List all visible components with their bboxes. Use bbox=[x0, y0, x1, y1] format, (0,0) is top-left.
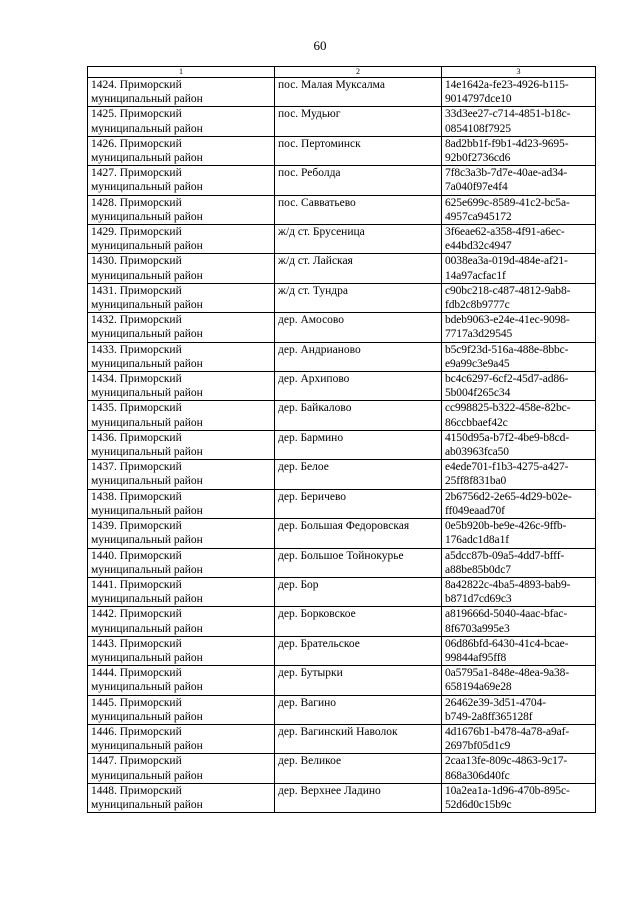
guid-line-1: 2b6756d2-2e65-4d29-b02e- bbox=[445, 490, 572, 503]
district-cell bbox=[88, 607, 275, 636]
district-number-line: 1445. Приморский bbox=[91, 696, 182, 709]
guid-line-2: ff049eaad70f bbox=[445, 504, 505, 517]
district-name-line: муниципальный район bbox=[91, 534, 203, 547]
district-number-line: 1433. Приморский bbox=[91, 343, 182, 356]
district-number-line: 1431. Приморский bbox=[91, 284, 182, 297]
guid-cell bbox=[442, 254, 596, 283]
settlement-cell bbox=[275, 666, 442, 695]
district-name-line: муниципальный район bbox=[91, 475, 203, 488]
district-name-line: муниципальный район bbox=[91, 416, 203, 429]
district-name-line: муниципальный район bbox=[91, 122, 203, 135]
guid-cell bbox=[442, 136, 596, 165]
district-cell bbox=[88, 107, 275, 136]
settlement-cell bbox=[275, 430, 442, 459]
guid-cell bbox=[442, 372, 596, 401]
district-number-line: 1428. Приморский bbox=[91, 196, 182, 209]
guid-line-2: 0854108f7925 bbox=[445, 122, 511, 135]
guid-line-1: 0038ea3a-019d-484e-af21- bbox=[445, 255, 568, 268]
settlement-cell bbox=[275, 254, 442, 283]
district-number-line: 1430. Приморский bbox=[91, 255, 182, 268]
settlement-name: дер. Беричево bbox=[278, 490, 347, 503]
guid-line-2: 4957ca945172 bbox=[445, 210, 512, 223]
guid-cell bbox=[442, 666, 596, 695]
settlement-cell bbox=[275, 783, 442, 812]
district-name-line: муниципальный район bbox=[91, 446, 203, 459]
guid-line-2: 658194a69e28 bbox=[445, 681, 512, 694]
guid-cell bbox=[442, 313, 596, 342]
district-cell bbox=[88, 313, 275, 342]
settlement-name: дер. Брательское bbox=[278, 637, 360, 650]
district-name-line: муниципальный район bbox=[91, 504, 203, 517]
guid-cell bbox=[442, 577, 596, 606]
settlement-cell bbox=[275, 695, 442, 724]
guid-line-2: 7a040f97e4f4 bbox=[445, 181, 508, 194]
settlement-name: дер. Верхнее Ладино bbox=[278, 784, 381, 797]
table-row bbox=[88, 401, 596, 430]
district-cell bbox=[88, 225, 275, 254]
guid-line-1: 06d86bfd-6430-41c4-bcae- bbox=[445, 637, 569, 650]
district-cell bbox=[88, 666, 275, 695]
district-name-line: муниципальный район bbox=[91, 710, 203, 723]
guid-line-1: 33d3ee27-c714-4851-b18c- bbox=[445, 108, 571, 121]
settlement-cell bbox=[275, 372, 442, 401]
guid-cell bbox=[442, 754, 596, 783]
district-cell bbox=[88, 342, 275, 371]
guid-cell bbox=[442, 460, 596, 489]
guid-line-2: 92b0f2736cd6 bbox=[445, 152, 511, 165]
district-number-line: 1437. Приморский bbox=[91, 461, 182, 474]
column-header-3: 3 bbox=[442, 67, 596, 78]
settlement-name: пос. Мудьюг bbox=[278, 108, 341, 121]
district-number-line: 1443. Приморский bbox=[91, 637, 182, 650]
settlement-cell bbox=[275, 195, 442, 224]
settlement-name: ж/д ст. Лайская bbox=[278, 255, 353, 268]
settlement-cell bbox=[275, 607, 442, 636]
table-row bbox=[88, 225, 596, 254]
district-number-line: 1435. Приморский bbox=[91, 402, 182, 415]
district-cell bbox=[88, 489, 275, 518]
settlement-name: дер. Вагино bbox=[278, 696, 337, 709]
district-name-line: муниципальный район bbox=[91, 563, 203, 576]
guid-line-1: 0a5795a1-848e-48ea-9a38- bbox=[445, 667, 570, 680]
guid-line-1: 8ad2bb1f-f9b1-4d23-9695- bbox=[445, 137, 569, 150]
guid-cell bbox=[442, 519, 596, 548]
settlement-cell bbox=[275, 225, 442, 254]
table-row bbox=[88, 342, 596, 371]
district-name-line: муниципальный район bbox=[91, 740, 203, 753]
guid-line-2: e9a99c3e9a45 bbox=[445, 357, 510, 370]
table-row bbox=[88, 489, 596, 518]
guid-line-1: cc998825-b322-458e-82bc- bbox=[445, 402, 571, 415]
guid-line-2: 86ccbbaef42c bbox=[445, 416, 508, 429]
district-name-line: муниципальный район bbox=[91, 299, 203, 312]
table-row bbox=[88, 548, 596, 577]
column-header-2: 2 bbox=[275, 67, 442, 78]
guid-line-2: 9014797dce10 bbox=[445, 93, 512, 106]
district-number-line: 1425. Приморский bbox=[91, 108, 182, 121]
table-row bbox=[88, 430, 596, 459]
guid-cell bbox=[442, 107, 596, 136]
guid-cell bbox=[442, 695, 596, 724]
settlement-cell bbox=[275, 548, 442, 577]
settlement-name: дер. Архипово bbox=[278, 373, 350, 386]
table-row bbox=[88, 372, 596, 401]
guid-line-2: 2697bf05d1c9 bbox=[445, 740, 511, 753]
settlement-name: пос. Пертоминск bbox=[278, 137, 361, 150]
district-name-line: муниципальный район bbox=[91, 798, 203, 811]
district-name-line: муниципальный район bbox=[91, 769, 203, 782]
district-cell bbox=[88, 577, 275, 606]
district-number-line: 1447. Приморский bbox=[91, 755, 182, 768]
guid-cell bbox=[442, 489, 596, 518]
page-number: 60 bbox=[313, 38, 327, 53]
guid-line-1: 0e5b920b-be9e-426c-9ffb- bbox=[445, 520, 567, 533]
district-name-line: муниципальный район bbox=[91, 328, 203, 341]
guid-line-1: 625e699c-8589-41c2-bc5a- bbox=[445, 196, 570, 209]
district-name-line: муниципальный район bbox=[91, 181, 203, 194]
table-row bbox=[88, 636, 596, 665]
table-header bbox=[88, 67, 596, 78]
guid-cell bbox=[442, 430, 596, 459]
guid-line-1: 4d1676b1-b478-4a78-a9af- bbox=[445, 725, 570, 738]
guid-line-2: 99844af95ff8 bbox=[445, 651, 507, 664]
district-cell bbox=[88, 548, 275, 577]
settlement-cell bbox=[275, 724, 442, 753]
district-name-line: муниципальный район bbox=[91, 651, 203, 664]
district-number-line: 1444. Приморский bbox=[91, 667, 182, 680]
district-cell bbox=[88, 254, 275, 283]
district-cell bbox=[88, 195, 275, 224]
settlement-name: пос. Малая Муксалма bbox=[278, 79, 385, 91]
settlement-name: пос. Савватьево bbox=[278, 196, 356, 209]
guid-line-1: bdeb9063-e24e-41ec-9098- bbox=[445, 314, 570, 327]
settlement-name: дер. Амосово bbox=[278, 314, 345, 327]
table-row bbox=[88, 195, 596, 224]
guid-line-2: 868a306d40fc bbox=[445, 769, 510, 782]
table-row bbox=[88, 107, 596, 136]
settlement-name: дер. Великое bbox=[278, 755, 342, 768]
district-cell bbox=[88, 401, 275, 430]
settlement-cell bbox=[275, 577, 442, 606]
guid-line-2: fdb2c8b9777c bbox=[445, 299, 510, 312]
guid-line-2: b749-2a8ff365128f bbox=[445, 710, 533, 723]
district-number-line: 1446. Приморский bbox=[91, 725, 182, 738]
guid-line-1: 2caa13fe-809c-4863-9c17- bbox=[445, 755, 568, 768]
district-name-line: муниципальный район bbox=[91, 387, 203, 400]
district-cell bbox=[88, 724, 275, 753]
guid-line-1: 8a42822c-4ba5-4893-bab9- bbox=[445, 578, 571, 591]
settlement-cell bbox=[275, 489, 442, 518]
guid-line-2: 14a97acfac1f bbox=[445, 269, 506, 282]
district-name-line: муниципальный район bbox=[91, 593, 203, 606]
guid-line-1: a819666d-5040-4aac-bfac- bbox=[445, 608, 568, 621]
guid-line-1: 3f6eae62-a358-4f91-a6ec- bbox=[445, 226, 565, 239]
district-name-line: муниципальный район bbox=[91, 269, 203, 282]
table-row bbox=[88, 754, 596, 783]
registry-table bbox=[87, 66, 596, 813]
district-number-line: 1442. Приморский bbox=[91, 608, 182, 621]
district-cell bbox=[88, 166, 275, 195]
settlement-name: дер. Байкалово bbox=[278, 402, 352, 415]
district-number-line: 1429. Приморский bbox=[91, 226, 182, 239]
settlement-cell bbox=[275, 313, 442, 342]
table-row bbox=[88, 783, 596, 812]
guid-line-2: a88be85b0dc7 bbox=[445, 563, 511, 576]
guid-cell bbox=[442, 607, 596, 636]
settlement-name: дер. Борковское bbox=[278, 608, 356, 621]
district-name-line: муниципальный район bbox=[91, 622, 203, 635]
district-name-line: муниципальный район bbox=[91, 681, 203, 694]
guid-line-2: e44bd32c4947 bbox=[445, 240, 512, 253]
district-number-line: 1448. Приморский bbox=[91, 784, 182, 797]
district-cell bbox=[88, 460, 275, 489]
guid-line-2: 52d6d0c15b9c bbox=[445, 798, 512, 811]
guid-cell bbox=[442, 342, 596, 371]
settlement-cell bbox=[275, 136, 442, 165]
guid-line-2: 176adc1d8a1f bbox=[445, 534, 509, 547]
table-row bbox=[88, 607, 596, 636]
settlement-name: дер. Белое bbox=[278, 461, 329, 474]
district-number-line: 1439. Приморский bbox=[91, 520, 182, 533]
district-cell bbox=[88, 783, 275, 812]
district-number-line: 1438. Приморский bbox=[91, 490, 182, 503]
settlement-cell bbox=[275, 283, 442, 312]
settlement-cell bbox=[275, 754, 442, 783]
guid-line-1: 7f8c3a3b-7d7e-40ae-ad34- bbox=[445, 167, 568, 180]
table-row bbox=[88, 577, 596, 606]
table-row bbox=[88, 254, 596, 283]
guid-cell bbox=[442, 78, 596, 107]
settlement-name: дер. Большая Федоровская bbox=[278, 520, 410, 533]
settlement-name: дер. Бармино bbox=[278, 431, 344, 444]
settlement-name: дер. Вагинский Наволок bbox=[278, 725, 398, 738]
table-row bbox=[88, 519, 596, 548]
settlement-name: ж/д ст. Брусеница bbox=[278, 226, 365, 239]
guid-line-2: 25ff8f831ba0 bbox=[445, 475, 507, 488]
district-name-line: муниципальный район bbox=[91, 93, 203, 106]
guid-line-2: 7717a3d29545 bbox=[445, 328, 513, 341]
district-name-line: муниципальный район bbox=[91, 357, 203, 370]
guid-cell bbox=[442, 283, 596, 312]
guid-cell bbox=[442, 225, 596, 254]
district-cell bbox=[88, 636, 275, 665]
guid-line-2: 8f6703a995e3 bbox=[445, 622, 510, 635]
settlement-cell bbox=[275, 519, 442, 548]
guid-cell bbox=[442, 548, 596, 577]
table-row bbox=[88, 283, 596, 312]
table-row bbox=[88, 724, 596, 753]
guid-line-1: b5c9f23d-516a-488e-8bbc- bbox=[445, 343, 569, 356]
table-body bbox=[88, 78, 596, 813]
guid-cell bbox=[442, 166, 596, 195]
district-number-line: 1440. Приморский bbox=[91, 549, 182, 562]
district-cell bbox=[88, 754, 275, 783]
guid-line-1: 26462e39-3d51-4704- bbox=[445, 696, 546, 709]
guid-line-2: b871d7cd69c3 bbox=[445, 593, 512, 606]
table-row bbox=[88, 666, 596, 695]
guid-line-1: 14e1642a-fe23-4926-b115- bbox=[445, 79, 569, 91]
district-name-line: муниципальный район bbox=[91, 210, 203, 223]
district-number-line: 1441. Приморский bbox=[91, 578, 182, 591]
district-cell bbox=[88, 695, 275, 724]
settlement-cell bbox=[275, 78, 442, 107]
district-cell bbox=[88, 519, 275, 548]
guid-line-1: e4ede701-f1b3-4275-a427- bbox=[445, 461, 569, 474]
settlement-name: ж/д ст. Тундра bbox=[278, 284, 348, 297]
district-number-line: 1436. Приморский bbox=[91, 431, 182, 444]
district-cell bbox=[88, 78, 275, 107]
guid-line-2: 5b004f265c34 bbox=[445, 387, 511, 400]
guid-line-1: bc4c6297-6cf2-45d7-ad86- bbox=[445, 373, 569, 386]
district-name-line: муниципальный район bbox=[91, 240, 203, 253]
table-row bbox=[88, 78, 596, 107]
settlement-cell bbox=[275, 401, 442, 430]
settlement-name: дер. Бутырки bbox=[278, 667, 343, 680]
table-row bbox=[88, 313, 596, 342]
guid-line-2: ab03963fca50 bbox=[445, 446, 509, 459]
district-cell bbox=[88, 136, 275, 165]
district-number-line: 1432. Приморский bbox=[91, 314, 182, 327]
guid-cell bbox=[442, 636, 596, 665]
header-row bbox=[88, 67, 596, 78]
settlement-cell bbox=[275, 342, 442, 371]
guid-line-1: 4150d95a-b7f2-4be9-b8cd- bbox=[445, 431, 570, 444]
settlement-name: пос. Реболда bbox=[278, 167, 341, 180]
guid-line-1: 10a2ea1a-1d96-470b-895c- bbox=[445, 784, 570, 797]
district-number-line: 1434. Приморский bbox=[91, 373, 182, 386]
guid-cell bbox=[442, 401, 596, 430]
column-header-1: 1 bbox=[88, 67, 275, 78]
settlement-cell bbox=[275, 107, 442, 136]
guid-cell bbox=[442, 783, 596, 812]
settlement-name: дер. Бор bbox=[278, 578, 319, 591]
guid-line-1: a5dcc87b-09a5-4dd7-bfff- bbox=[445, 549, 565, 562]
settlement-cell bbox=[275, 460, 442, 489]
district-cell bbox=[88, 283, 275, 312]
settlement-cell bbox=[275, 166, 442, 195]
district-cell bbox=[88, 430, 275, 459]
table-row bbox=[88, 460, 596, 489]
settlement-name: дер. Большое Тойнокурье bbox=[278, 549, 404, 562]
guid-cell bbox=[442, 195, 596, 224]
table-row bbox=[88, 166, 596, 195]
settlement-name: дер. Андрианово bbox=[278, 343, 361, 356]
district-number-line: 1426. Приморский bbox=[91, 137, 182, 150]
district-name-line: муниципальный район bbox=[91, 152, 203, 165]
table-row bbox=[88, 695, 596, 724]
district-number-line: 1424. Приморский bbox=[91, 79, 182, 91]
table-row bbox=[88, 136, 596, 165]
district-cell bbox=[88, 372, 275, 401]
settlement-cell bbox=[275, 636, 442, 665]
guid-cell bbox=[442, 724, 596, 753]
district-number-line: 1427. Приморский bbox=[91, 167, 182, 180]
guid-line-1: c90bc218-c487-4812-9ab8- bbox=[445, 284, 571, 297]
